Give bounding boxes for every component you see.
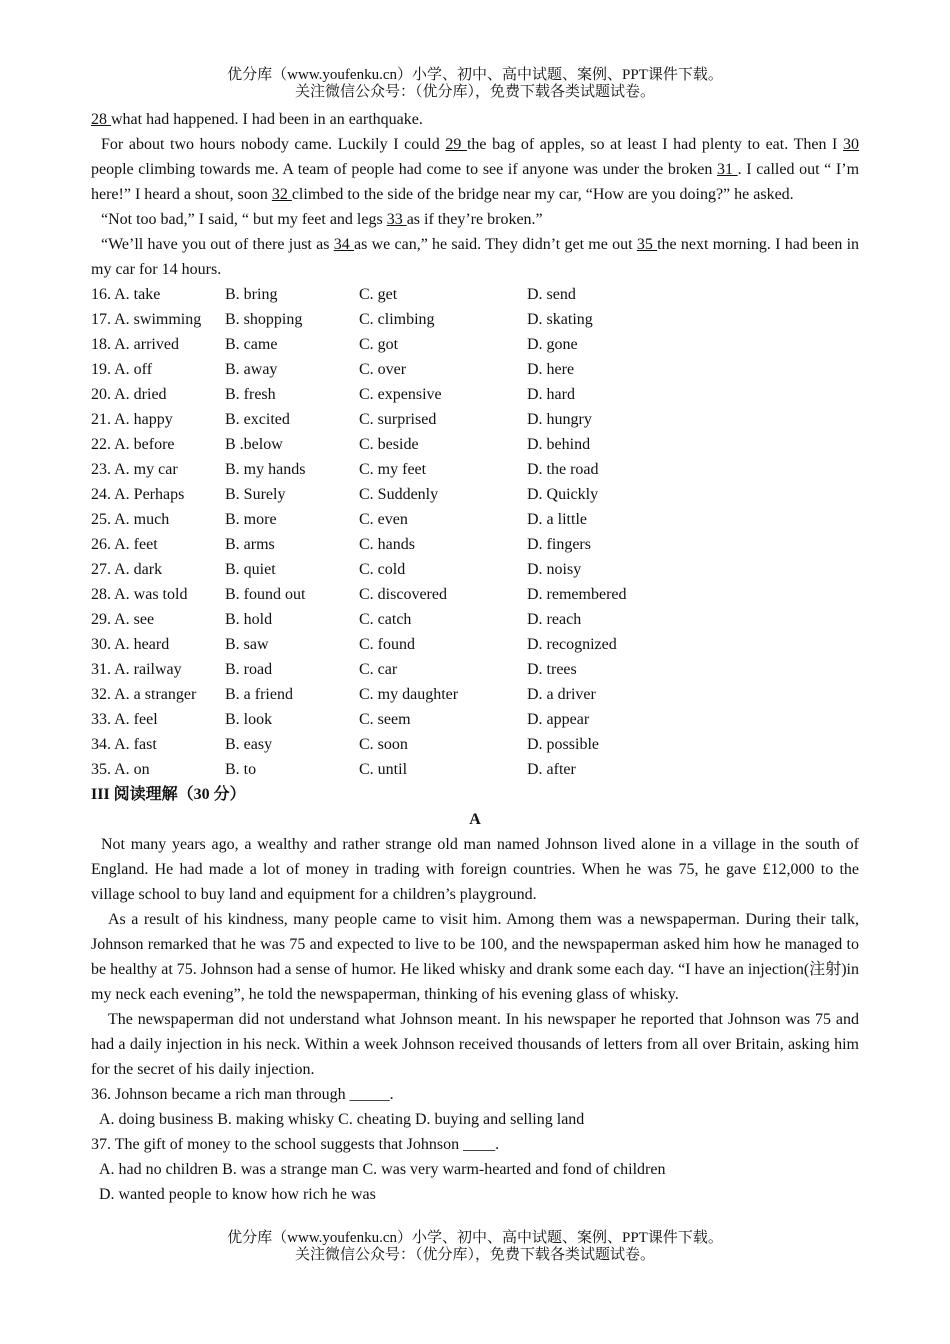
question-36: 36. Johnson became a rich man through _____. <box>91 1086 394 1103</box>
question-36-options: A. doing business B. making whisky C. cheating D. buying and selling land <box>99 1111 585 1128</box>
option-row: 23. A. my car B. my hands C. my feet D. the road <box>91 461 599 478</box>
footer-line-1: 优分库（www.youfenku.cn）小学、初中、高中试题、案例、PPT课件下载。 <box>227 1230 723 1246</box>
option-row: 24. A. Perhaps B. Surely C. Suddenly D. Quickly <box>91 486 599 503</box>
option-row: 33. A. feel B. look C. seem D. appear <box>91 711 590 728</box>
header-line-1: 优分库（www.youfenku.cn）小学、初中、高中试题、案例、PPT课件下载。 <box>227 67 723 83</box>
header-line-2: 关注微信公众号：（优分库），免费下载各类试题试卷。 <box>294 84 655 100</box>
page-footer <box>0 1230 950 1264</box>
option-row: 32. A. a stranger B. a friend C. my daughter D. a driver <box>91 686 596 703</box>
option-row: 18. A. arrived B. came C. got D. gone <box>91 336 578 353</box>
option-row: 28. A. was told B. found out C. discovered D. remembered <box>91 586 627 603</box>
blank-30: 30 <box>843 136 860 153</box>
footer-line-2: 关注微信公众号：（优分库），免费下载各类试题试卷。 <box>294 1247 655 1263</box>
option-row: 29. A. see B. hold C. catch D. reach <box>91 611 582 628</box>
page-header <box>0 67 950 101</box>
option-row: 22. A. before B .below C. beside D. behind <box>91 436 591 453</box>
option-row: 26. A. feet B. arms C. hands D. fingers <box>91 536 591 553</box>
document-body <box>91 107 859 1207</box>
passage-paragraph-3: The newspaperman did not understand what Johnson meant. In his newspaper he reported that Johnson was 75 and had a daily injection in his neck. Within a week Johnson received thousands of letters from all over Britain, asking him for the secret of his daily injection. <box>91 1011 859 1078</box>
options-table <box>91 282 859 782</box>
blank-33: 33 <box>386 211 407 228</box>
blank-34: 34 <box>333 236 354 253</box>
passage-title: A <box>469 811 481 828</box>
option-row: 31. A. railway B. road C. car D. trees <box>91 661 577 678</box>
blank-35: 35 <box>636 236 658 253</box>
cloze-paragraph-1: 28 what had happened. I had been in an earthquake. <box>91 111 423 128</box>
option-row: 21. A. happy B. excited C. surprised D. hungry <box>91 411 592 428</box>
passage-paragraph-2: As a result of his kindness, many people came to visit him. Among them was a newspaperman. During their talk, Johnson remarked that he was 75 and expected to live to be 100, and the newspaperman asked him how he managed to be healthy at 75. Johnson had a sense of humor. He liked whisky and drank some each day. “I have an injection(注射)in my neck each evening”, he told the newspaperman, thinking of his evening glass of whisky. <box>91 911 859 1003</box>
option-row: 20. A. dried B. fresh C. expensive D. hard <box>91 386 575 403</box>
cloze-paragraph-2: For about two hours nobody came. Luckily I could 29 the bag of apples, so at least I had plenty to eat. Then I 30 people climbing towards me. A team of people had come to see if anyone was under the broken 31 . I called out “ I’m here!” I heard a shout, soon 32 climbed to the side of the bridge near my car, “How are you doing?” he asked. <box>91 136 860 203</box>
option-row: 19. A. off B. away C. over D. here <box>91 361 575 378</box>
option-row: 30. A. heard B. saw C. found D. recognized <box>91 636 617 653</box>
question-37-options-line-2: D. wanted people to know how rich he was <box>99 1186 376 1203</box>
question-37: 37. The gift of money to the school suggests that Johnson ____. <box>91 1136 500 1153</box>
section-title: III 阅读理解（30 分） <box>91 786 246 803</box>
option-row: 16. A. take B. bring C. get D. send <box>91 286 576 303</box>
option-row: 35. A. on B. to C. until D. after <box>91 761 576 778</box>
option-row: 17. A. swimming B. shopping C. climbing D. skating <box>91 311 593 328</box>
cloze-paragraph-3: “Not too bad,” I said, “ but my feet and legs 33 as if they’re broken.” <box>101 211 543 228</box>
blank-31: 31 <box>717 161 738 178</box>
blank-28: 28 <box>91 111 111 128</box>
option-row: 25. A. much B. more C. even D. a little <box>91 511 587 528</box>
blank-29: 29 <box>445 136 467 153</box>
option-row: 27. A. dark B. quiet C. cold D. noisy <box>91 561 582 578</box>
question-37-options-line-1: A. had no children B. was a strange man C. was very warm-hearted and fond of children <box>99 1161 666 1178</box>
option-row: 34. A. fast B. easy C. soon D. possible <box>91 736 599 753</box>
blank-32: 32 <box>271 186 292 203</box>
passage-paragraph-1: Not many years ago, a wealthy and rather strange old man named Johnson lived alone in a village in the south of England. He had made a lot of money in trading with foreign countries. When he was 75, he gave £12,000 to the village school to buy land and equipment for a children’s playground. <box>91 836 859 903</box>
cloze-paragraph-4: “We’ll have you out of there just as 34 as we can,” he said. They didn’t get me out 35 the next morning. I had been in my car for 14 hours. <box>91 236 860 278</box>
